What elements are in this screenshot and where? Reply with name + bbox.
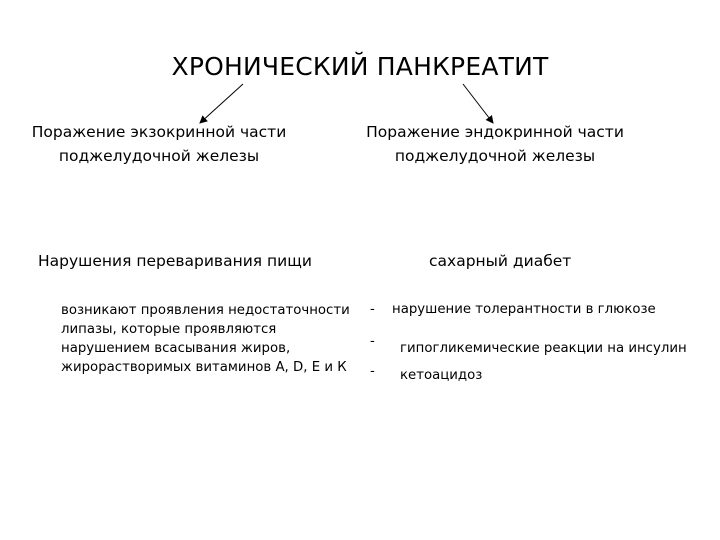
diagram-title: ХРОНИЧЕСКИЙ ПАНКРЕАТИТ xyxy=(171,52,549,81)
bullet-dash: - xyxy=(370,302,375,317)
endocrine-effect: сахарный диабет xyxy=(429,252,572,270)
endocrine-branch-label: Поражение эндокринной части поджелудочной железы xyxy=(366,123,624,165)
exocrine-detail-text: возникают проявления недостаточности липазы, которые проявляются нарушением всасывания жиров, жирорастворимых витаминов А, D, Е и К xyxy=(61,303,350,375)
exocrine-effect: Нарушения переваривания пищи xyxy=(38,252,312,270)
bullet-dash: - xyxy=(370,334,375,349)
endocrine-consequence-item: гипогликемические реакции на инсулин xyxy=(400,341,687,356)
exocrine-branch-label: Поражение экзокринной части поджелудочной железы xyxy=(31,123,287,165)
endocrine-consequence-item: кетоацидоз xyxy=(400,368,483,383)
endocrine-consequence-item: нарушение толерантности в глюкозе xyxy=(392,302,656,317)
bullet-dash: - xyxy=(370,364,375,379)
arrow-to-endocrine xyxy=(463,84,493,123)
arrow-to-exocrine xyxy=(200,84,243,123)
